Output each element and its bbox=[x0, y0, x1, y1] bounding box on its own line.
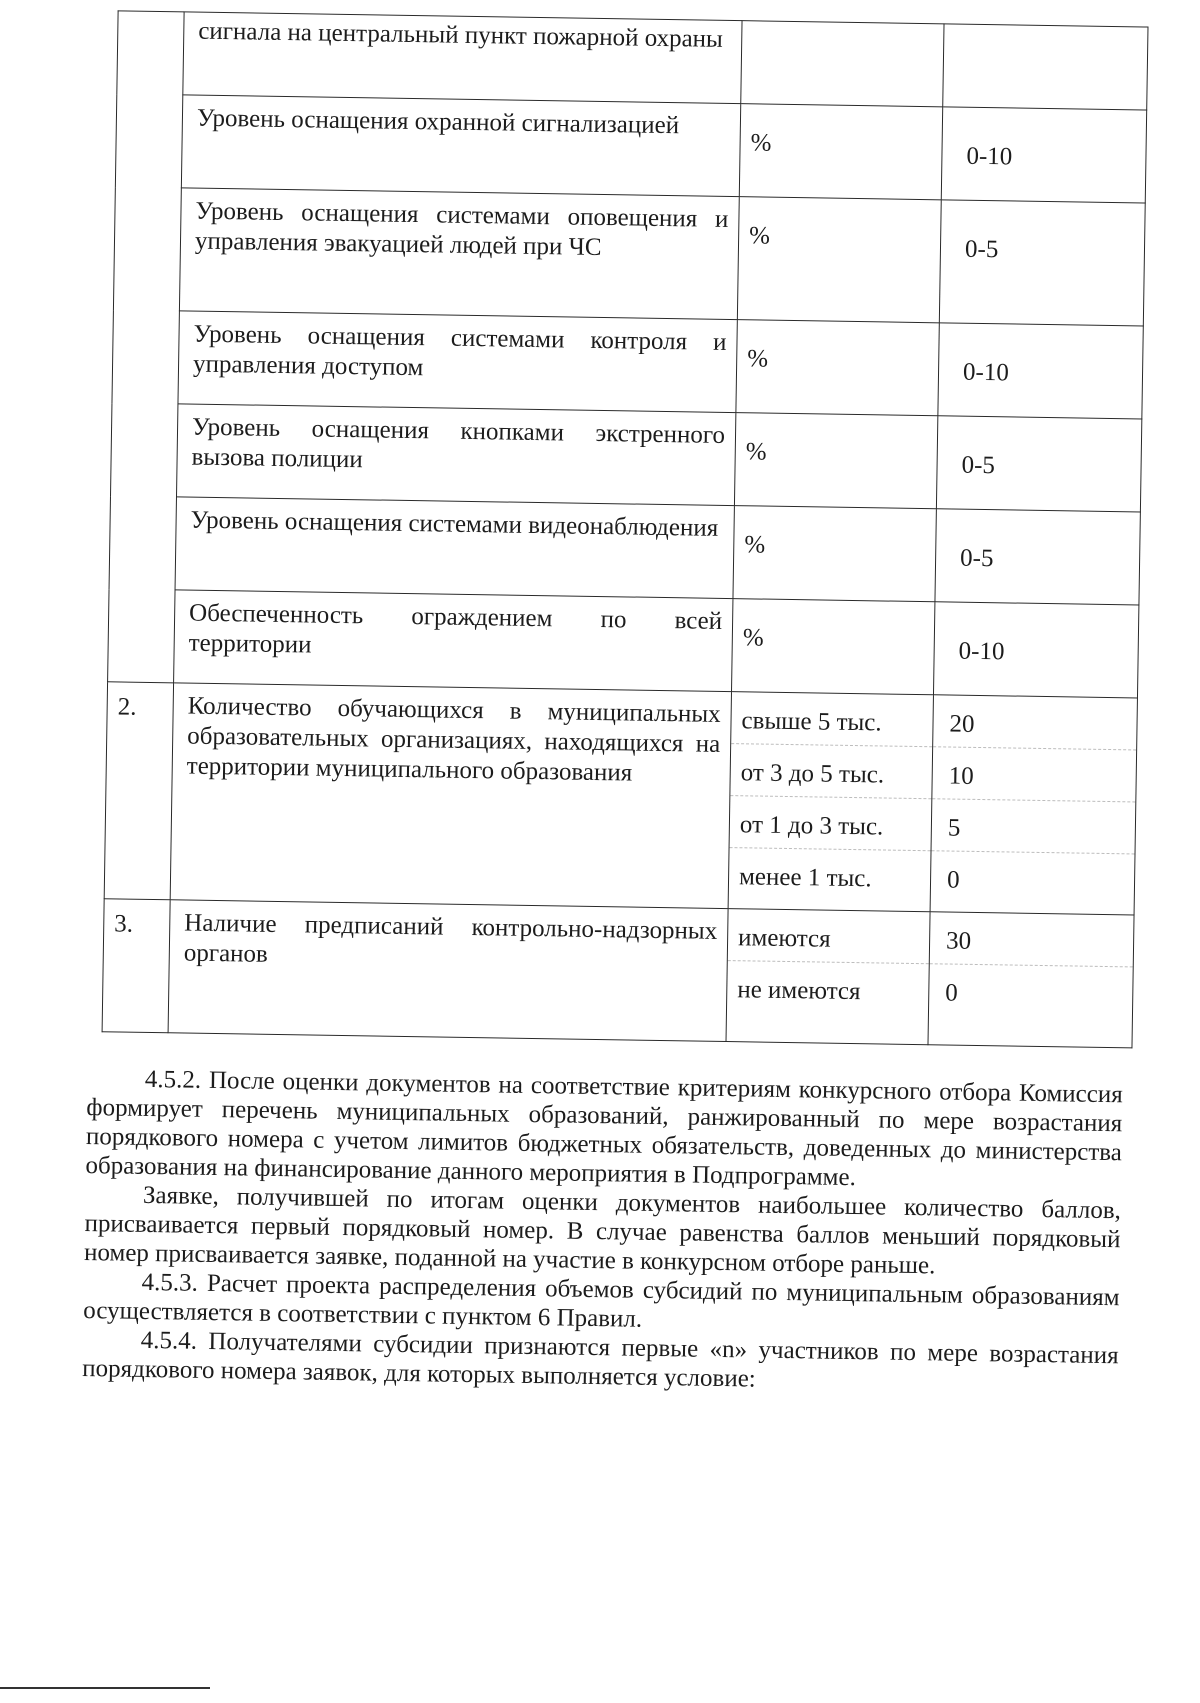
score-list bbox=[929, 912, 1134, 1019]
list-item: 30 bbox=[930, 912, 1134, 967]
score-list bbox=[931, 695, 1137, 906]
list-item: не имеются bbox=[737, 976, 861, 1006]
unit-cell: % bbox=[732, 599, 935, 695]
paragraph-4-5-4: 4.5.4. Получателями субсидии признаются первые «n» участников по мере возрастания порядкового номера заявок, для которых выполняется условие: bbox=[82, 1326, 1119, 1393]
number-cell: 2. bbox=[104, 682, 173, 900]
paragraph-4-5-2: 4.5.2. После оценки документов на соответствие критериям конкурсного отбора Комиссия формирует перечень муниципальных образований, ранжированный по мере возрастания порядкового номера с учетом лимитов бюджетных обязательств, доведенных до министерства образования на финансирование данного мероприятия в Подпрограмме. bbox=[85, 1065, 1123, 1192]
paragraph-4-5-3: 4.5.3. Расчет проекта распределения объемов субсидий по муниципальным образованиям осуществляется в соответствии с пунктом 6 Правил. bbox=[82, 1268, 1120, 1333]
unit-cell bbox=[728, 692, 933, 912]
list-item: 0 bbox=[946, 866, 960, 894]
list-item: имеются bbox=[728, 909, 930, 964]
list-item: 5 bbox=[932, 799, 1136, 854]
list-item: свыше 5 тыс. bbox=[731, 692, 933, 747]
unit-cell: % bbox=[737, 197, 941, 323]
option-list bbox=[727, 909, 930, 1016]
criterion-cell: Уровень оснащения системами контроля и управления доступом bbox=[178, 311, 737, 413]
unit-cell: % bbox=[734, 413, 937, 509]
score-cell: 0-5 bbox=[939, 200, 1145, 326]
list-item: менее 1 тыс. bbox=[738, 863, 872, 893]
score-cell: 0-5 bbox=[936, 416, 1141, 512]
criterion-cell: Количество обучающихся в муниципальных образовательных организациях, находящихся на территории муниципального образования bbox=[170, 683, 731, 909]
table-row bbox=[104, 682, 1137, 915]
table-row bbox=[115, 94, 1146, 203]
score-cell: 0-10 bbox=[938, 323, 1143, 419]
unit-cell: % bbox=[739, 104, 942, 200]
table-row bbox=[112, 310, 1143, 419]
score-cell: 0-5 bbox=[935, 509, 1140, 605]
unit-cell: % bbox=[736, 320, 939, 416]
body-text bbox=[82, 1064, 1123, 1399]
score-cell bbox=[928, 912, 1134, 1048]
table-row bbox=[108, 589, 1139, 698]
criterion-cell: Обеспеченность ограждением по всей территории bbox=[174, 590, 733, 692]
criterion-cell: Уровень оснащения системами видеонаблюдения bbox=[175, 497, 734, 599]
paragraph-ranking: Заявке, получившей по итогам оценки документов наибольшее количество баллов, присваивается первый порядковый номер. В случае равенства баллов меньший порядковый номер присваивается заявке, поданной на участие в конкурсном отборе раньше. bbox=[83, 1181, 1122, 1280]
criterion-cell: Наличие предписаний контрольно-надзорных органов bbox=[168, 900, 728, 1042]
list-item: от 1 до 3 тыс. bbox=[730, 796, 932, 851]
list-item: 20 bbox=[933, 695, 1137, 750]
score-cell: 0-10 bbox=[941, 107, 1146, 203]
criterion-cell: сигнала на центральный пункт пожарной охраны bbox=[183, 12, 742, 104]
list-item: от 3 до 5 тыс. bbox=[730, 744, 932, 799]
footnote-rule bbox=[0, 1687, 210, 1689]
option-list bbox=[729, 692, 933, 903]
criterion-cell: Уровень оснащения кнопками экстренного вызова полиции bbox=[176, 404, 735, 506]
criterion-cell: Уровень оснащения системами оповещения и управления эвакуацией людей при ЧС bbox=[179, 188, 739, 320]
table-row bbox=[109, 496, 1140, 605]
list-item: 0 bbox=[945, 979, 959, 1007]
criteria-table bbox=[102, 10, 1149, 1048]
criterion-cell: Уровень оснащения охранной сигнализацией bbox=[181, 95, 740, 197]
number-cell bbox=[108, 11, 185, 683]
unit-cell: % bbox=[733, 506, 936, 602]
number-cell: 3. bbox=[102, 899, 170, 1033]
table-row bbox=[113, 187, 1145, 326]
score-cell bbox=[943, 24, 1148, 110]
table-row bbox=[102, 899, 1134, 1048]
table-row bbox=[111, 403, 1142, 512]
unit-cell bbox=[741, 21, 944, 107]
score-cell bbox=[930, 695, 1137, 915]
unit-cell bbox=[726, 909, 930, 1045]
score-cell: 0-10 bbox=[933, 602, 1138, 698]
table-row bbox=[117, 11, 1148, 110]
list-item: 10 bbox=[932, 747, 1136, 802]
